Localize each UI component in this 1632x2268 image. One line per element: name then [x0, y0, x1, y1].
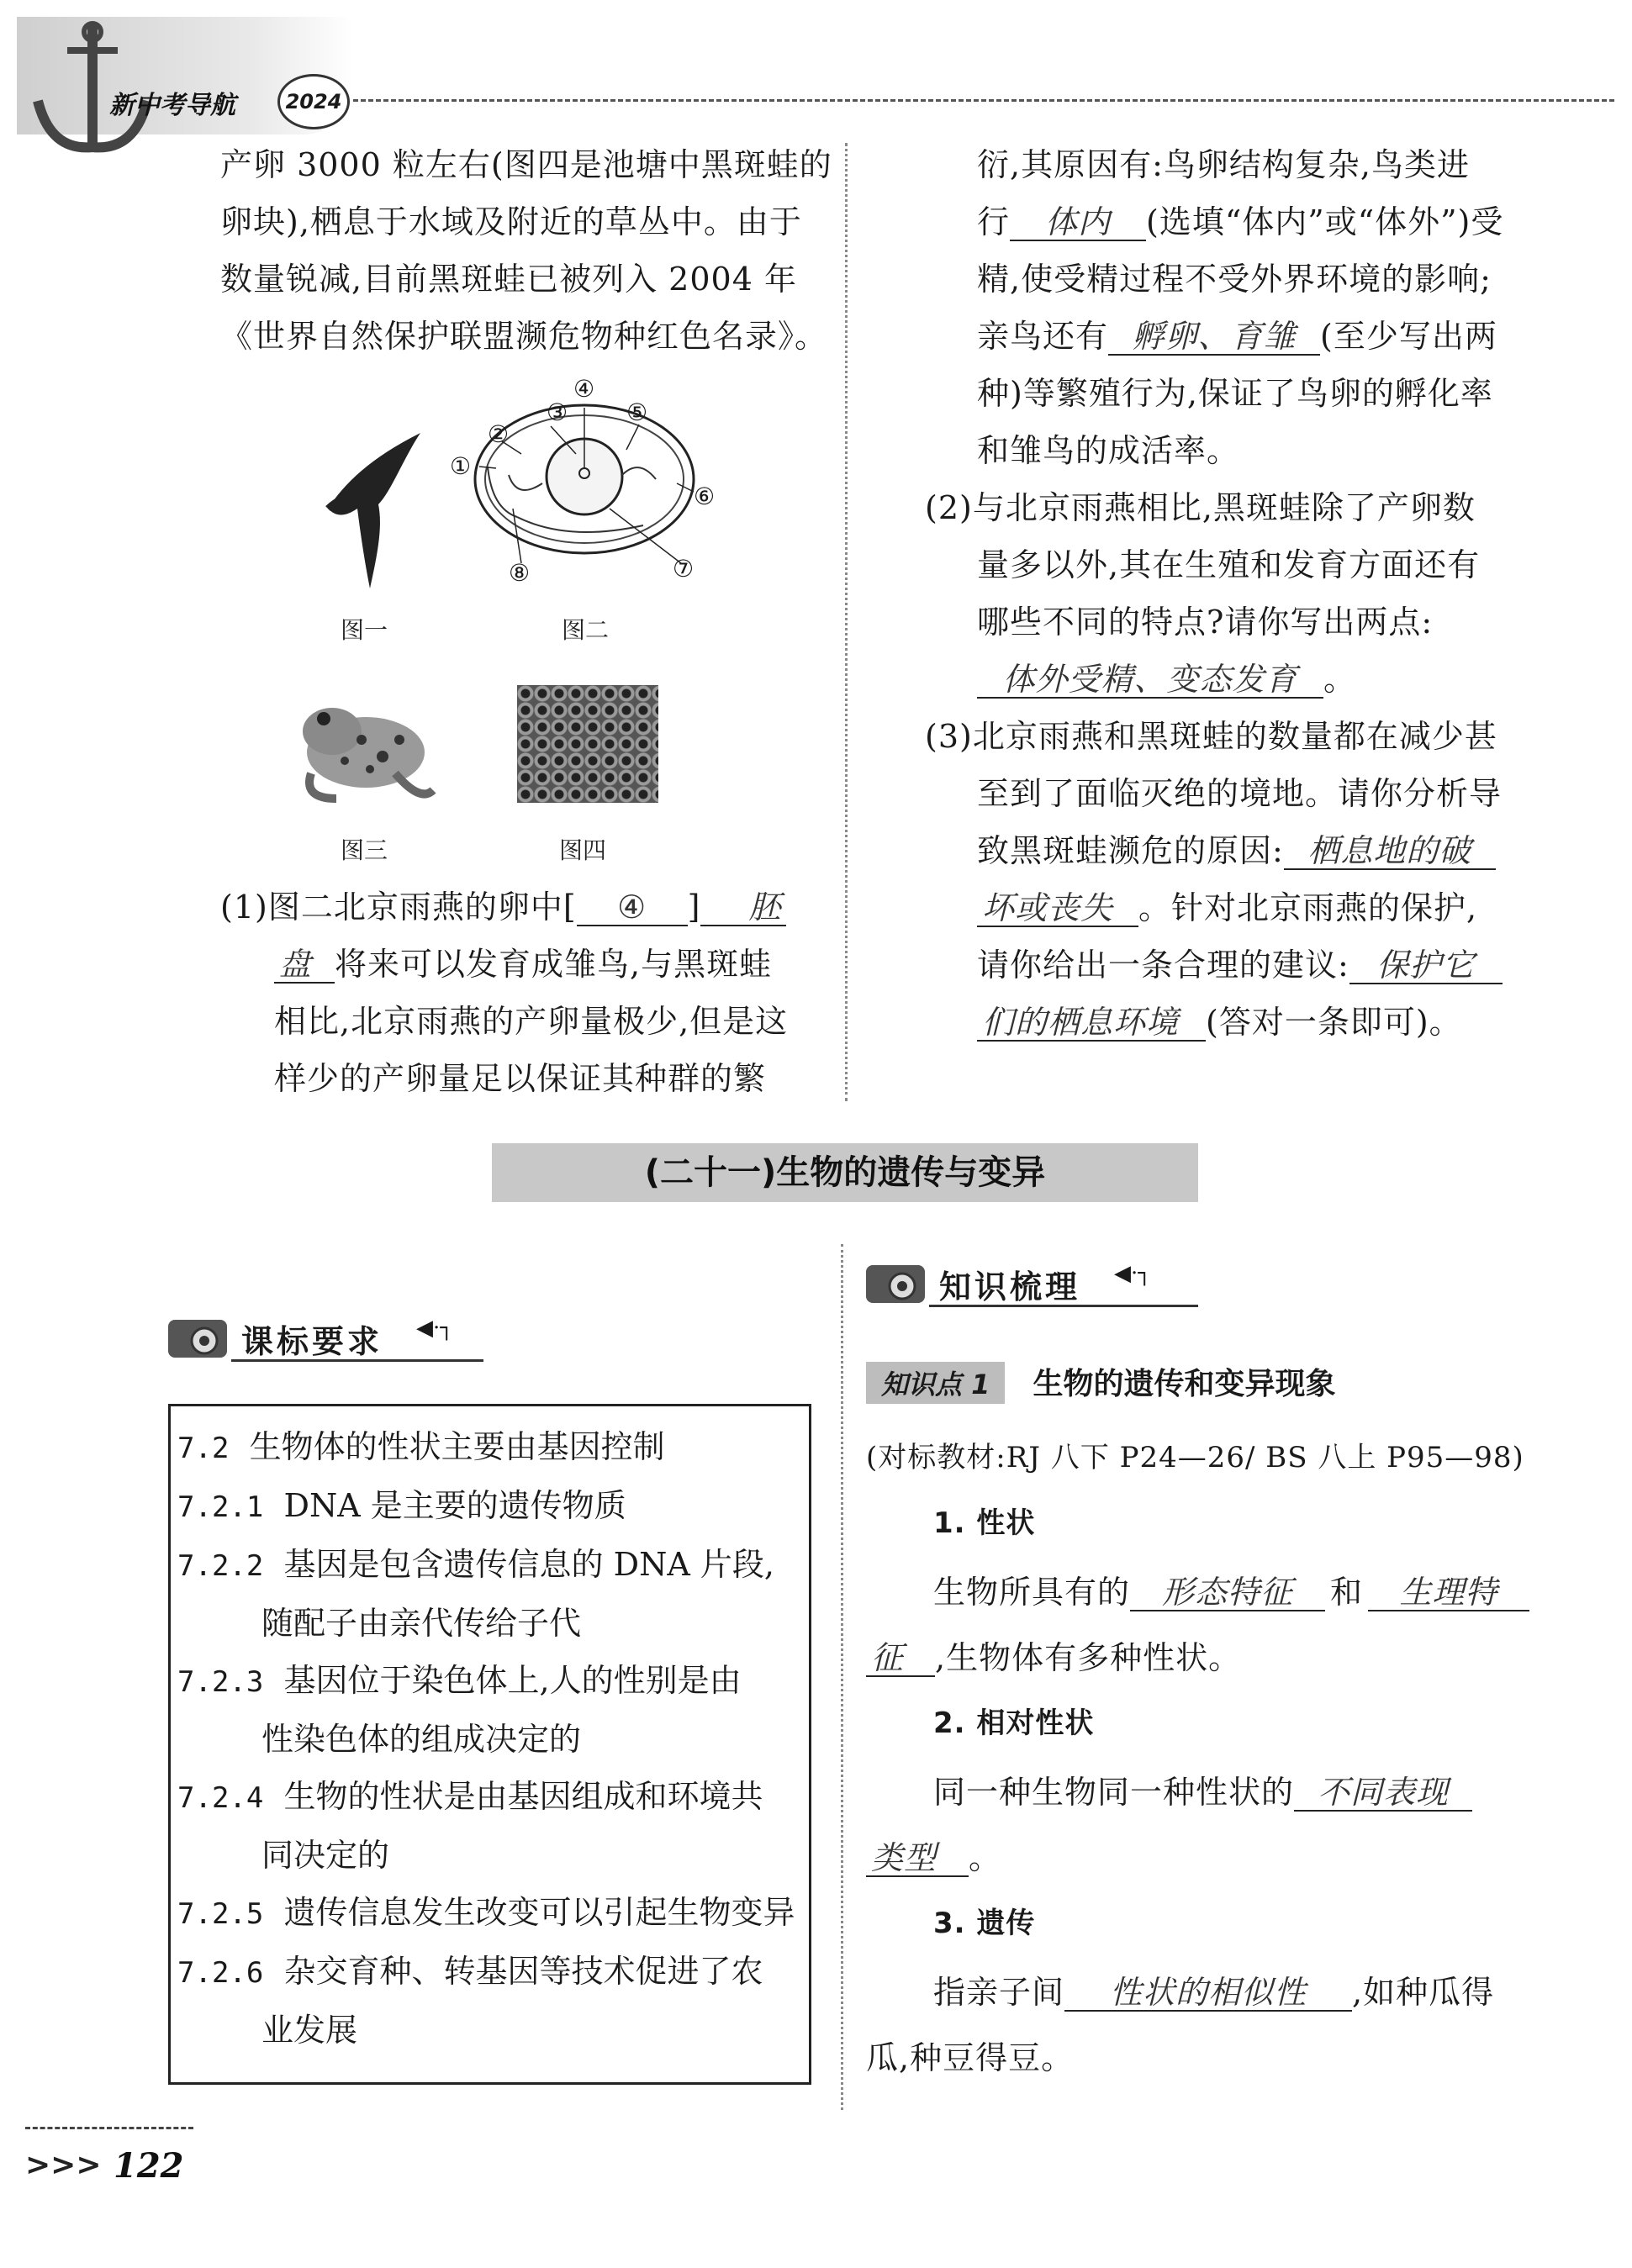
intro-line: 《世界自然保护联盟濒危物种红色名录》。	[220, 318, 828, 355]
q1-line-2	[220, 936, 859, 993]
s2-answer-a: 不同表现	[1294, 1776, 1472, 1812]
header-arrow-decoration: ◀·┐	[1114, 1261, 1151, 1286]
q3-line-5	[925, 936, 1598, 994]
s1-answer-2b: 征	[866, 1642, 935, 1677]
req-item	[177, 1768, 797, 1827]
req-text: 遗传信息发生改变可以引起生物变异	[283, 1894, 795, 1931]
q3-answer-1b: 坏或丧失	[977, 892, 1138, 927]
s3-pre: 指亲子间	[933, 1974, 1065, 2011]
tr-line-6: 和雏鸟的成活率。	[977, 432, 1240, 469]
intro-line: 数量锐减,目前黑斑蛙已被列入 2004 年	[220, 261, 797, 298]
tr-answer-behaviors: 孵卵、育雏	[1108, 320, 1320, 356]
intro-line: 产卵 3000 粒左右(图四是池塘中黑斑蛙的	[220, 146, 832, 183]
intro-line: 卵块),栖息于水域及附近的草丛中。由于	[220, 203, 802, 240]
egg-label-8: ⑧	[509, 559, 531, 587]
req-text: DNA 是主要的遗传物质	[283, 1487, 626, 1524]
req-num: 7.2.1	[177, 1490, 264, 1524]
camera-badge-icon	[164, 1307, 231, 1366]
req-text: 生物的性状是由基因组成和环境共	[283, 1778, 763, 1815]
header-underline	[231, 1359, 483, 1362]
req-cont: 业发展	[261, 2012, 358, 2049]
egg-label-3: ③	[547, 398, 568, 426]
tr-line4-pre: 亲鸟还有	[977, 318, 1109, 355]
year-text: 2024	[285, 90, 342, 113]
column-divider-top	[845, 143, 848, 1101]
q3-line-4	[925, 879, 1598, 936]
s2-line-1	[866, 1764, 1606, 1821]
knowledge-point-row	[866, 1360, 1336, 1404]
q3-line3-pre: 致黑斑蛙濒危的原因:	[977, 832, 1284, 869]
req-num: 7.2.4	[177, 1781, 264, 1815]
q2-line-2: 量多以外,其在生殖和发育方面还有	[977, 546, 1481, 583]
chapter-banner	[492, 1143, 1198, 1202]
q2-line-4	[925, 651, 1598, 708]
tr-line-3: 精,使受精过程不受外界环境的影响;	[977, 261, 1492, 298]
q1-line-3: 相比,北京雨燕的产卵量极少,但是这	[274, 1003, 789, 1040]
s1-mid: 和	[1330, 1574, 1364, 1611]
year-badge	[277, 74, 350, 129]
q3-line-2: 至到了面临灭绝的境地。请你分析导	[977, 775, 1503, 812]
frog-spawn-photo	[517, 685, 658, 803]
q3-line6-post: (答对一条即可)。	[1206, 1004, 1462, 1041]
q1-answer-a: 胚	[700, 891, 786, 926]
course-standard-title: 课标要求	[241, 1323, 383, 1360]
s2-pre: 同一种生物同一种性状的	[933, 1774, 1295, 1811]
q3-line-3	[925, 822, 1598, 879]
tr-line-1: 衍,其原因有:鸟卵结构复杂,鸟类进	[977, 146, 1470, 183]
req-list	[171, 1406, 809, 2059]
req-item	[177, 1477, 797, 1536]
req-num: 7.2.3	[177, 1665, 264, 1699]
q3-answer-2a: 保护它	[1349, 949, 1503, 984]
tr-line2-post: (选填“体内”或“体外”)受	[1146, 203, 1504, 240]
fig3-label: 图三	[341, 836, 388, 864]
q1-answer-b: 盘	[274, 948, 335, 984]
q3-line4-post: 。针对北京雨燕的保护,	[1138, 889, 1478, 926]
q1-answer-number: ④	[577, 891, 688, 926]
q3-answer-2b: 们的栖息环境	[977, 1006, 1206, 1042]
s3-line-1	[866, 1964, 1606, 2021]
req-item	[177, 1943, 797, 2002]
s1-answer-2a: 生理特	[1368, 1576, 1529, 1611]
s1-line-1	[866, 1564, 1606, 1621]
s1-answer-1: 形态特征	[1130, 1576, 1325, 1611]
q1-line-4: 样少的产卵量足以保证其种群的繁	[274, 1060, 767, 1097]
camera-badge-icon	[862, 1253, 929, 1311]
req-cont: 随配子由亲代传给子代	[261, 1605, 582, 1642]
egg-label-1: ①	[450, 452, 472, 480]
q2-end: 。	[1323, 661, 1357, 698]
egg-label-2: ②	[488, 420, 510, 448]
tr-line-5: 种)等繁殖行为,保证了鸟卵的孵化率	[977, 375, 1493, 412]
intro-paragraph	[220, 136, 842, 365]
fig1-label: 图一	[341, 616, 388, 644]
req-item	[177, 1418, 797, 1477]
req-item	[177, 1652, 797, 1711]
q2-line-3: 哪些不同的特点?请你写出两点:	[977, 604, 1434, 641]
q1-line2-rest: 将来可以发育成雏鸟,与黑斑蛙	[335, 946, 773, 983]
s3-line-2: 瓜,种豆得豆。	[866, 2039, 1075, 2076]
kp-badge: 知识点 1	[866, 1362, 1005, 1404]
req-num: 7.2.5	[177, 1897, 264, 1931]
q1-line-1	[220, 878, 859, 936]
fig4-label: 图四	[559, 836, 607, 864]
egg-label-6: ⑥	[694, 483, 716, 510]
requirements-box	[168, 1404, 811, 2085]
chapter-title: (二十一)生物的遗传与变异	[644, 1153, 1046, 1192]
req-text: 基因位于染色体上,人的性别是由	[283, 1662, 742, 1699]
section-3-title: 3. 遗传	[933, 1907, 1036, 1940]
s1-pre: 生物所具有的	[933, 1574, 1131, 1611]
column-divider-bottom	[841, 1244, 843, 2110]
req-num: 7.2.6	[177, 1956, 264, 1990]
section-2-title: 2. 相对性状	[933, 1706, 1095, 1740]
section-1-title: 1. 性状	[933, 1506, 1036, 1540]
q2-line-1: (2)与北京雨燕相比,黑斑蛙除了产卵数	[925, 489, 1476, 526]
q3-line-6	[925, 994, 1598, 1051]
header-dashed-line	[353, 99, 1614, 102]
s2-post: 。	[969, 1839, 1002, 1876]
req-text: 生物体的性状主要由基因控制	[249, 1428, 665, 1465]
req-text: 杂交育种、转基因等技术促进了农	[283, 1953, 763, 1990]
fig2-label: 图二	[562, 616, 610, 644]
swift-figure	[311, 425, 429, 593]
footer-arrows-icon: >>>	[25, 2148, 102, 2182]
knowledge-content	[866, 1429, 1606, 2086]
q3-answer-1a: 栖息地的破	[1284, 835, 1496, 870]
knowledge-header	[862, 1253, 1198, 1311]
q1-bracket-close: ]	[687, 889, 701, 926]
knowledge-title: 知识梳理	[939, 1268, 1081, 1305]
req-cont: 同决定的	[261, 1837, 390, 1874]
egg-label-5: ⑤	[626, 398, 648, 426]
brand-title: 新中考导航	[109, 91, 235, 120]
req-num: 7.2.2	[177, 1549, 264, 1583]
req-item	[177, 1884, 797, 1943]
tr-line2-pre: 行	[977, 203, 1011, 240]
header-arrow-decoration: ◀·┐	[416, 1316, 453, 1341]
tr-line-4	[925, 308, 1598, 365]
question-1	[220, 878, 859, 1107]
tr-answer-inside: 体内	[1010, 206, 1146, 241]
s2-line-2	[866, 1829, 1606, 1886]
textbook-ref: (对标教材:RJ 八下 P24—26/ BS 八上 P95—98)	[866, 1441, 1524, 1474]
req-cont: 性染色体的组成决定的	[261, 1721, 582, 1758]
footer-dashes	[25, 2127, 193, 2129]
frog-figure	[286, 681, 437, 807]
s3-post: ,如种瓜得	[1352, 1974, 1495, 2011]
s1-line-2	[866, 1629, 1606, 1686]
kp-title: 生物的遗传和变异现象	[1033, 1367, 1336, 1401]
tr-line-2	[925, 193, 1598, 251]
page-number: 122	[114, 2146, 184, 2186]
q2-answer: 体外受精、变态发育	[977, 663, 1323, 699]
course-standard-header	[164, 1307, 483, 1366]
q1-prefix: (1)图二北京雨燕的卵中[	[220, 889, 577, 926]
s1-post: ,生物体有多种性状。	[935, 1639, 1242, 1676]
tr-line4-post: (至少写出两	[1320, 318, 1497, 355]
q3-line5-pre: 请你给出一条合理的建议:	[977, 947, 1349, 984]
req-num: 7.2	[177, 1432, 230, 1465]
s2-answer-b: 类型	[866, 1842, 969, 1877]
req-text: 基因是包含遗传信息的 DNA 片段,	[283, 1546, 774, 1583]
req-item	[177, 1536, 797, 1595]
s3-answer: 性状的相似性	[1064, 1976, 1352, 2012]
header-underline	[929, 1305, 1198, 1307]
egg-label-7: ⑦	[673, 555, 695, 583]
q3-line-1: (3)北京雨燕和黑斑蛙的数量都在减少甚	[925, 718, 1497, 755]
top-right-text	[925, 136, 1598, 1051]
egg-label-4: ④	[573, 375, 595, 403]
